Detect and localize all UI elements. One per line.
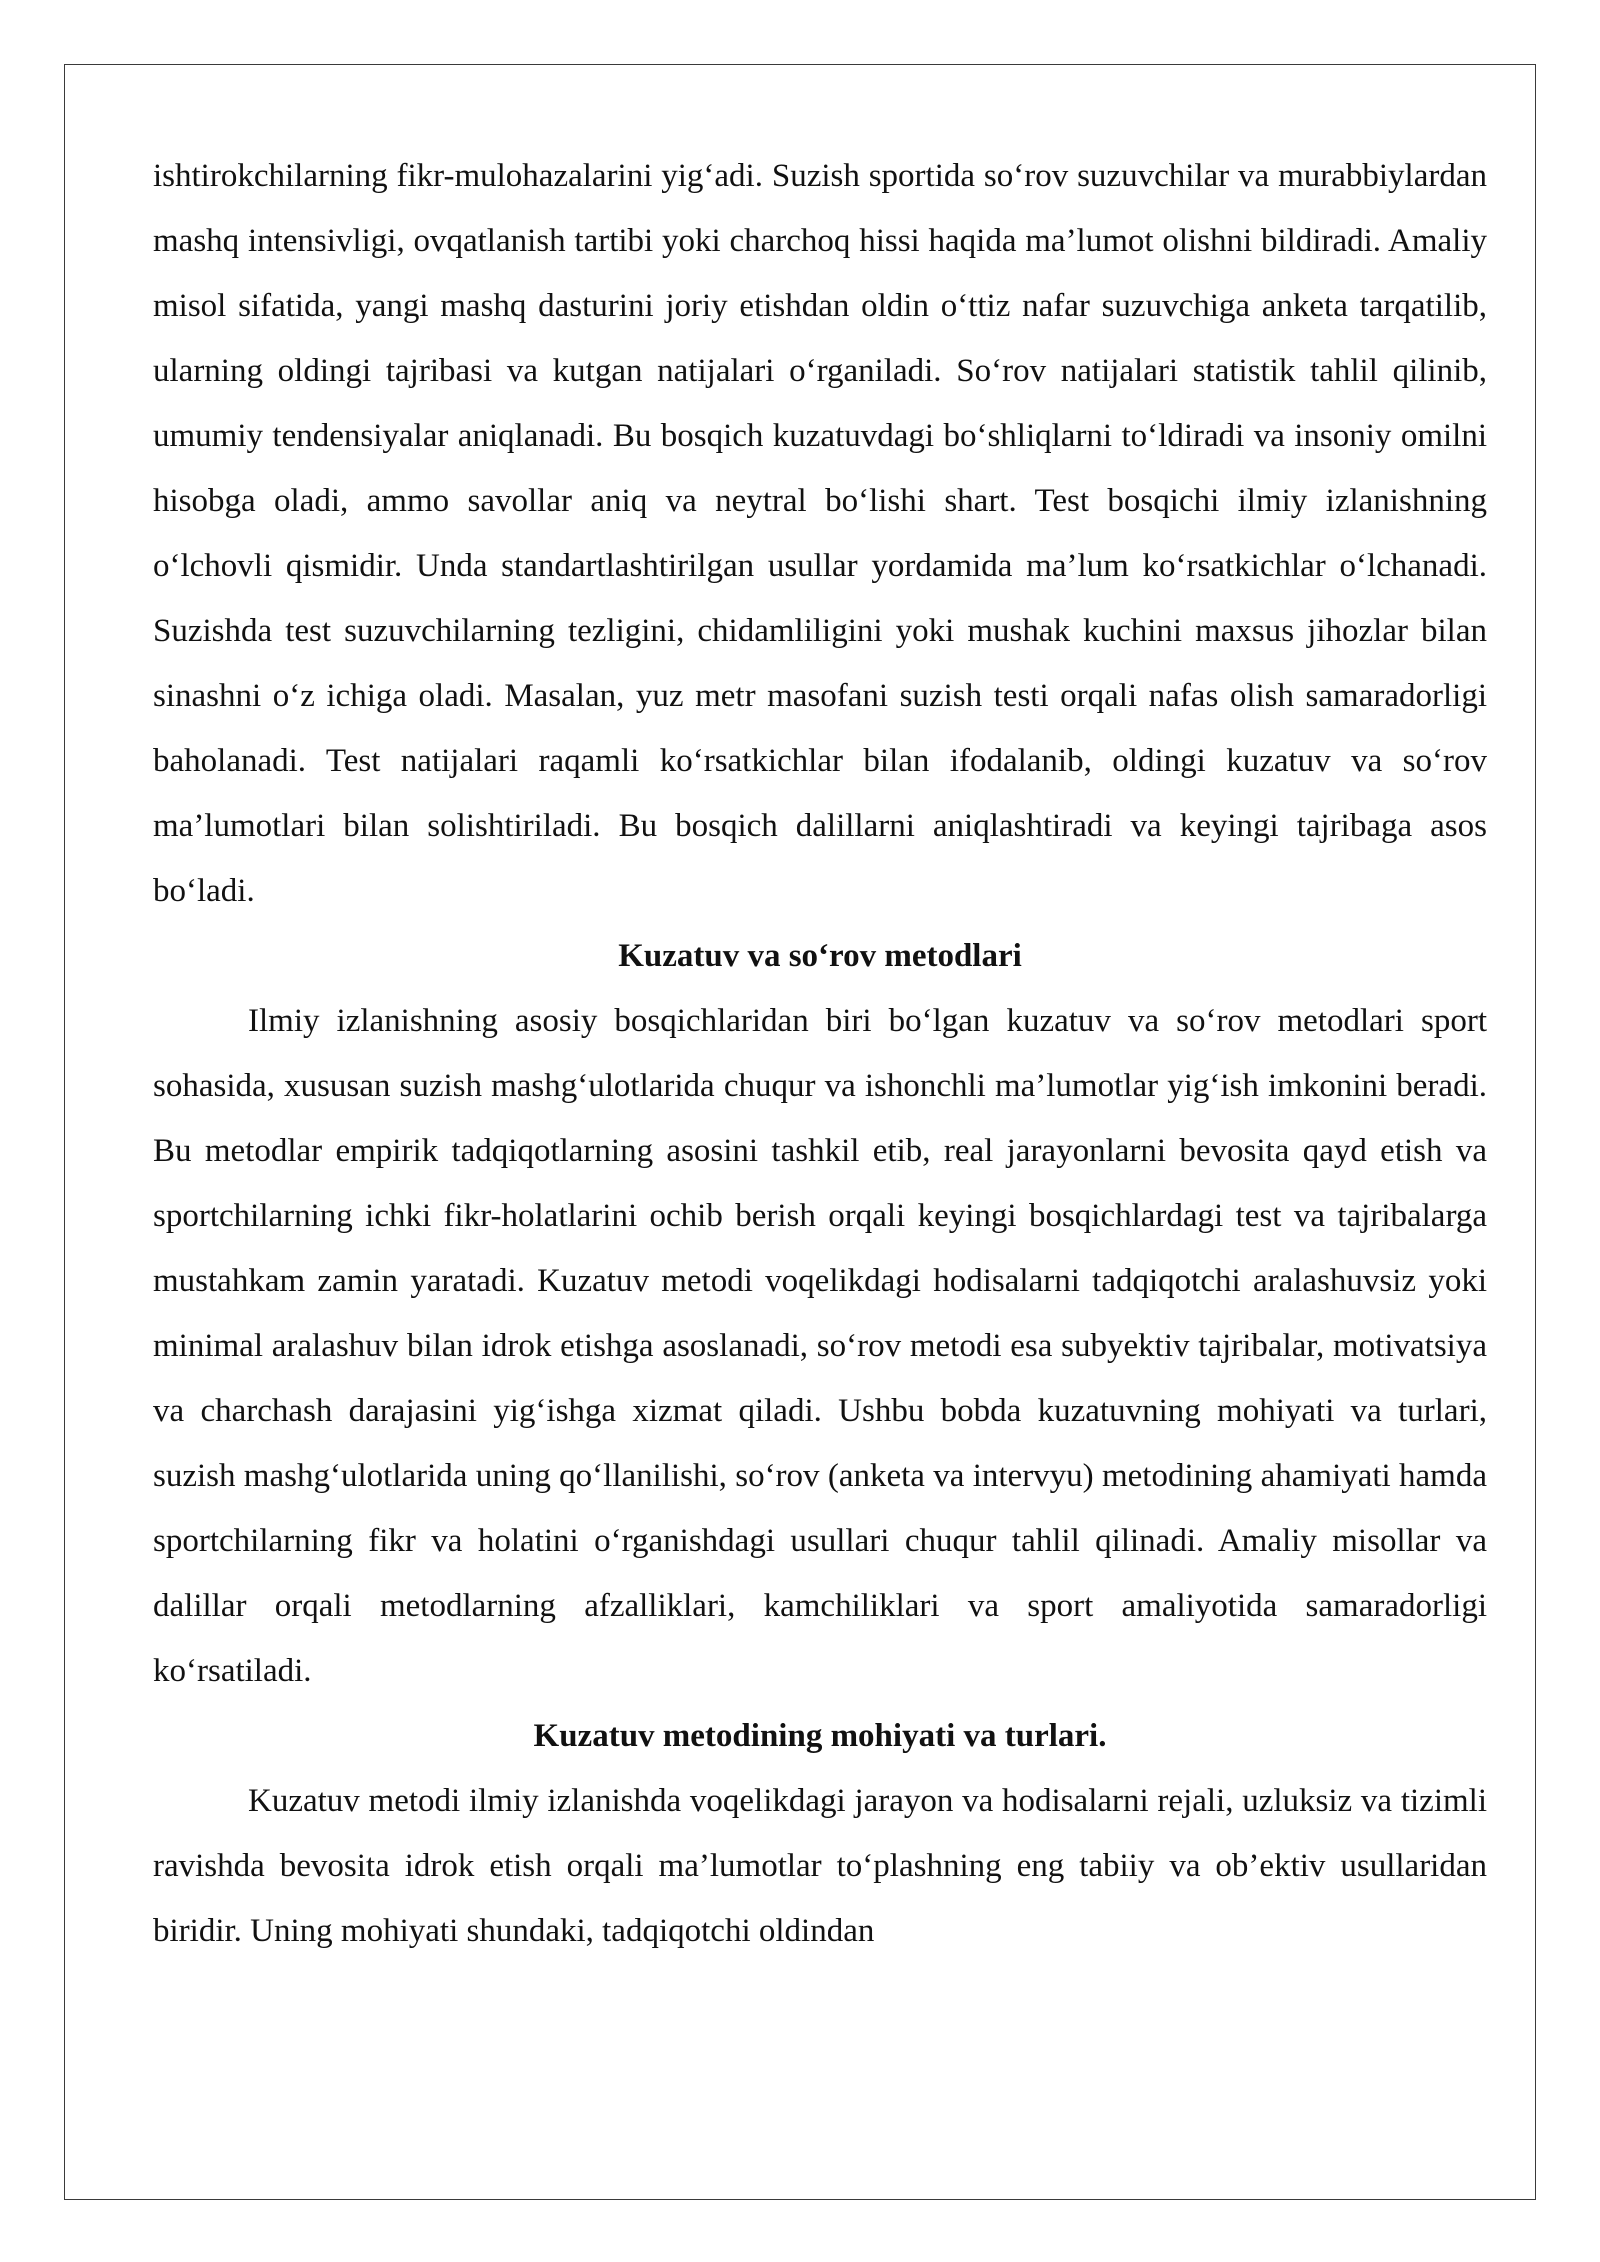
paragraph-kuzatuv-sorov-intro: Ilmiy izlanishning asosiy bosqichlaridan biri bo‘lgan kuzatuv va so‘rov metodlari sport sohasida, xususan suzish mashg‘ulotlarida chuqur va ishonchli ma’lumotlar yig‘ish imkonini beradi. Bu metodlar empirik tadqiqotlarning asosini tashkil etib, real jarayonlarni bevosita qayd etish va sportchilarning ichki fikr-holatlarini ochib berish orqali keyingi bosqichlardagi test va tajribalarga mustahkam zamin yaratadi. Kuzatuv metodi voqelikdagi hodisalarni tadqiqotchi aralashuvsiz yoki minimal aralashuv bilan idrok etishga asoslanadi, so‘rov metodi esa subyektiv tajribalar, motivatsiya va charchash darajasini yig‘ishga xizmat qiladi. Ushbu bobda kuzatuvning mohiyati va turlari, suzish mashg‘ulotlarida uning qo‘llanilishi, so‘rov (anketa va intervyu) metodining ahamiyati hamda sportchilarning fikr va holatini o‘rganishdagi usullari chuqur tahlil qilinadi. Amaliy misollar va dalillar orqali metodlarning afzalliklari, kamchiliklari va sport amaliyotida samaradorligi ko‘rsatiladi.: [153, 1003, 1487, 1689]
paragraph-kuzatuv-mohiyati: Kuzatuv metodi ilmiy izlanishda voqelikdagi jarayon va hodisalarni rejali, uzluksiz va tizimli ravishda bevosita idrok etish orqali ma’lumotlar to‘plashning eng tabiiy va ob’ektiv usullaridan biridir. Uning mohiyati shundaki, tadqiqotchi oldindan: [153, 1783, 1487, 1949]
section-heading-kuzatuv-sorov: Kuzatuv va so‘rov metodlari: [618, 938, 1022, 974]
paragraph-continuation: ishtirokchilarning fikr-mulohazalarini yig‘adi. Suzish sportida so‘rov suzuvchilar va murabbiylardan mashq intensivligi, ovqatlanish tartibi yoki charchoq hissi haqida ma’lumot olishni bildiradi. Amaliy misol sifatida, yangi mashq dasturini joriy etishdan oldin o‘ttiz nafar suzuvchiga anketa tarqatilib, ularning oldingi tajribasi va kutgan natijalari o‘rganiladi. So‘rov natijalari statistik tahlil qilinib, umumiy tendensiyalar aniqlanadi. Bu bosqich kuzatuvdagi bo‘shliqlarni to‘ldiradi va insoniy omilni hisobga oladi, ammo savollar aniq va neytral bo‘lishi shart. Test bosqichi ilmiy izlanishning o‘lchovli qismidir. Unda standartlashtirilgan usullar yordamida ma’lum ko‘rsatkichlar o‘lchanadi. Suzishda test suzuvchilarning tezligini, chidamliligini yoki mushak kuchini maxsus jihozlar bilan sinashni o‘z ichiga oladi. Masalan, yuz metr masofani suzish testi orqali nafas olish samaradorligi baholanadi. Test natijalari raqamli ko‘rsatkichlar bilan ifodalanib, oldingi kuzatuv va so‘rov ma’lumotlari bilan solishtiriladi. Bu bosqich dalillarni aniqlashtiradi va keyingi tajribaga asos bo‘ladi.: [153, 158, 1487, 909]
section-heading-kuzatuv-mohiyati: Kuzatuv metodining mohiyati va turlari.: [533, 1718, 1107, 1754]
document-body: [153, 144, 1487, 1964]
